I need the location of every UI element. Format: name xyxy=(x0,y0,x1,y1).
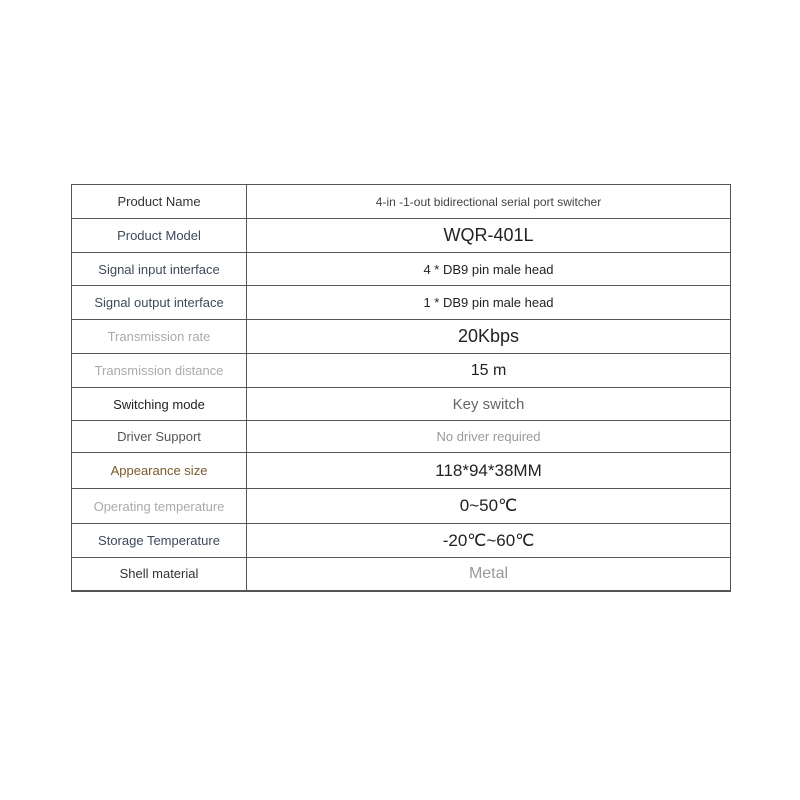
row-value: 4 * DB9 pin male head xyxy=(247,253,731,286)
row-label: Storage Temperature xyxy=(72,524,247,558)
table-row xyxy=(72,388,731,421)
row-label: Product Model xyxy=(72,219,247,253)
row-value: Key switch xyxy=(247,388,731,421)
row-value: 4-in -1-out bidirectional serial port switcher xyxy=(247,185,731,219)
row-value: WQR-401L xyxy=(247,219,731,253)
table-row xyxy=(72,185,731,219)
row-value: Metal xyxy=(247,558,731,591)
row-value: No driver required xyxy=(247,421,731,453)
row-label: Appearance size xyxy=(72,453,247,489)
table-row xyxy=(72,253,731,286)
table-row xyxy=(72,320,731,354)
spec-table xyxy=(71,184,731,592)
row-value: 1 * DB9 pin male head xyxy=(247,286,731,320)
row-value: -20℃~60℃ xyxy=(247,524,731,558)
table-row xyxy=(72,489,731,524)
table-row xyxy=(72,453,731,489)
table-row xyxy=(72,524,731,558)
row-value: 118*94*38MM xyxy=(247,453,731,489)
row-label: Transmission distance xyxy=(72,354,247,388)
table-row xyxy=(72,286,731,320)
row-label: Driver Support xyxy=(72,421,247,453)
row-label: Signal output interface xyxy=(72,286,247,320)
row-value: 15 m xyxy=(247,354,731,388)
row-label: Signal input interface xyxy=(72,253,247,286)
row-value: 20Kbps xyxy=(247,320,731,354)
row-label: Transmission rate xyxy=(72,320,247,354)
table-row xyxy=(72,421,731,453)
table-row xyxy=(72,219,731,253)
row-label: Switching mode xyxy=(72,388,247,421)
row-label: Operating temperature xyxy=(72,489,247,524)
table-row xyxy=(72,558,731,591)
row-label: Product Name xyxy=(72,185,247,219)
row-value: 0~50℃ xyxy=(247,489,731,524)
spec-table-body xyxy=(72,185,731,591)
table-row xyxy=(72,354,731,388)
row-label: Shell material xyxy=(72,558,247,591)
